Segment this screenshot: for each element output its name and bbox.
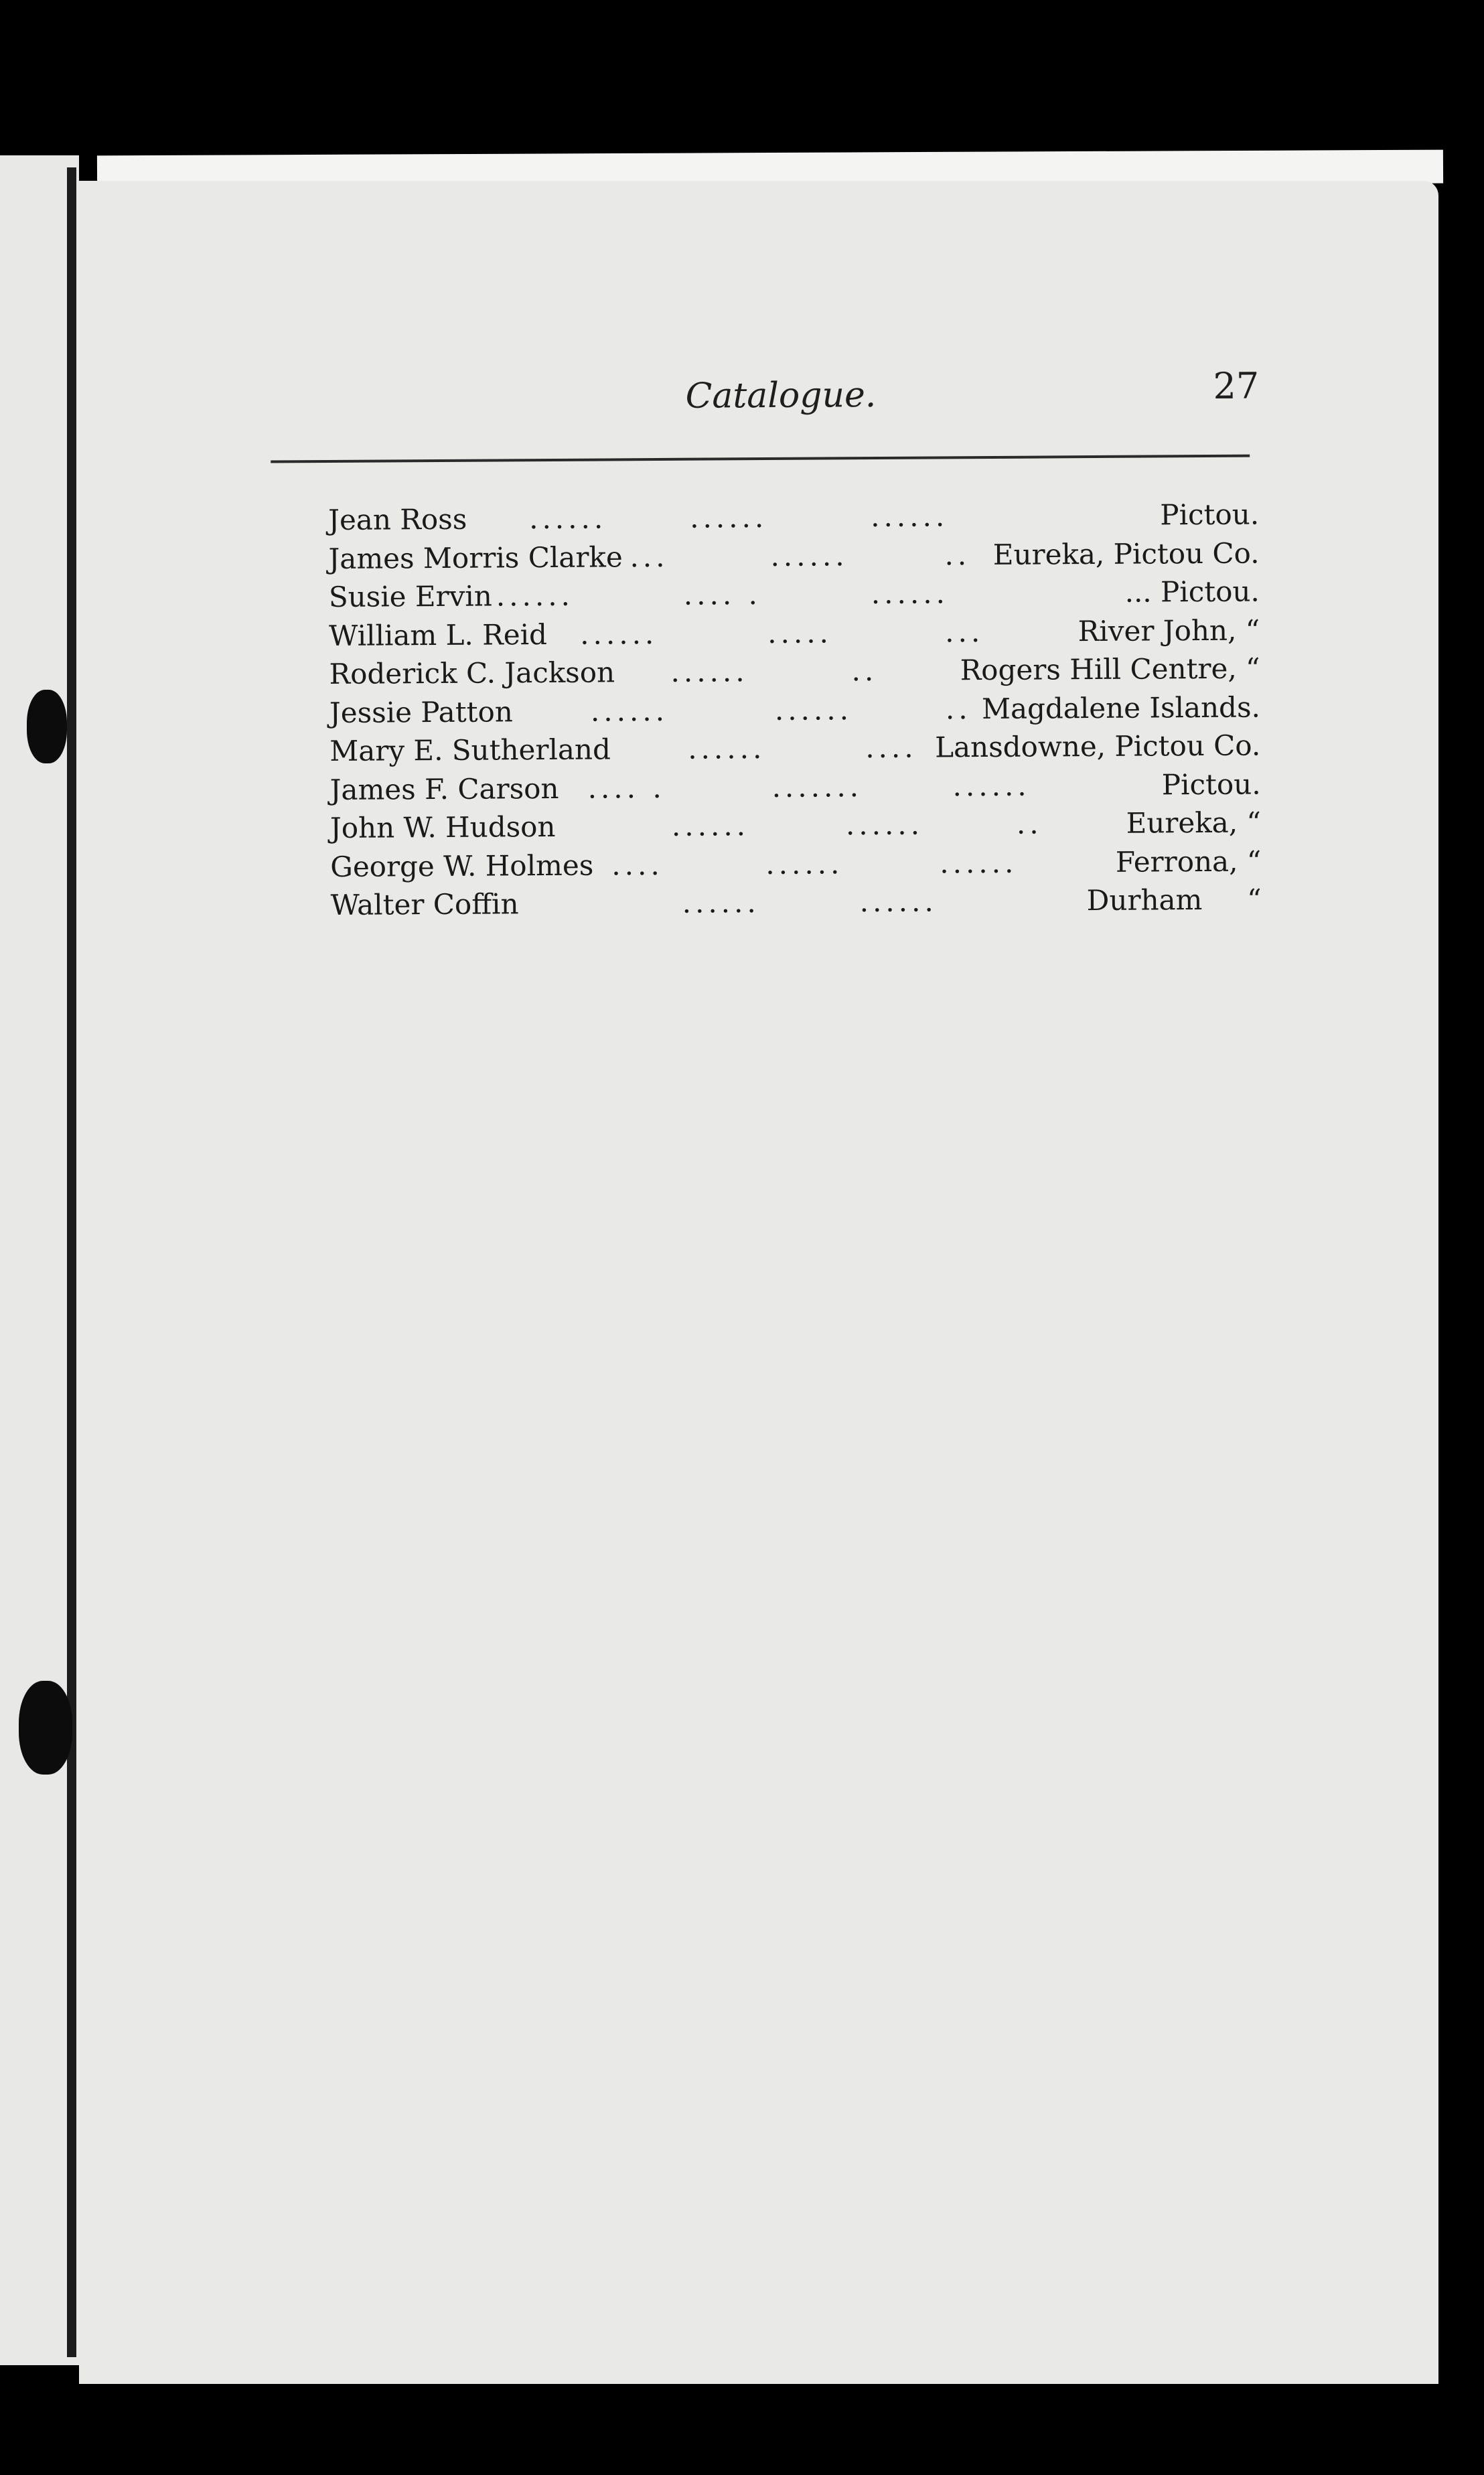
catalogue-entry: [329, 690, 1260, 735]
dot-leader: ......: [496, 579, 575, 613]
student-name: William L. Reid: [329, 617, 548, 652]
dot-leader: ......: [590, 694, 669, 728]
catalogue-entry: [329, 729, 1260, 773]
dot-leader: .... .: [683, 578, 762, 611]
header-rule: [271, 455, 1250, 463]
page-number: 27: [1213, 364, 1260, 407]
dot-leader: ......: [671, 809, 750, 842]
student-place: ... Pictou.: [1124, 575, 1260, 609]
student-name: Walter Coffin: [330, 887, 519, 921]
student-place: Rogers Hill Centre, “: [960, 652, 1260, 687]
student-name: Jessie Patton: [329, 694, 514, 729]
catalogue-entry: [329, 652, 1260, 696]
catalogue-entry: [330, 844, 1261, 889]
dot-leader: ......: [580, 617, 658, 651]
dot-leader: ......: [940, 846, 1018, 879]
dot-leader: .......: [771, 769, 863, 804]
student-name: James Morris Clarke: [328, 540, 623, 575]
catalogue-entry: [328, 498, 1259, 542]
dot-leader: ..: [851, 654, 878, 688]
student-place: Pictou.: [1161, 767, 1261, 801]
dot-leader: ....: [611, 848, 664, 881]
dot-leader: .....: [767, 615, 833, 650]
student-place: Pictou.: [1160, 498, 1260, 532]
dot-leader: ......: [689, 500, 768, 534]
dot-leader: ..: [944, 538, 971, 571]
dot-leader: ......: [688, 732, 766, 765]
student-place: River John, “: [1078, 613, 1260, 648]
dot-leader: ...: [629, 540, 669, 573]
student-name: Susie Ervin: [328, 579, 492, 613]
student-place: Eureka, Pictou Co.: [992, 536, 1260, 571]
dot-leader: ..: [1016, 807, 1043, 840]
student-name: Roderick C. Jackson: [329, 656, 615, 690]
dot-leader: ......: [670, 655, 749, 688]
dot-leader: ....: [865, 731, 917, 765]
catalogue-entry: [329, 575, 1260, 619]
dot-leader: ......: [774, 692, 853, 727]
dot-leader: ......: [859, 885, 938, 919]
dot-leader: ......: [765, 846, 844, 881]
student-place: Lansdowne, Pictou Co.: [935, 729, 1261, 764]
student-place: Durham “: [1086, 883, 1262, 917]
dot-leader: ......: [682, 886, 760, 919]
dot-leader: ......: [770, 538, 848, 573]
student-place: Eureka, “: [1126, 806, 1262, 840]
dot-leader: ......: [528, 502, 607, 536]
catalogue-entry: [330, 806, 1261, 850]
dot-leader: ......: [845, 808, 924, 842]
catalogue-entry: [329, 767, 1260, 812]
dot-leader: ..: [945, 692, 972, 725]
student-place: Magdalene Islands.: [981, 690, 1261, 725]
catalogue-entry: [328, 536, 1259, 581]
dot-leader: ......: [870, 500, 949, 534]
student-name: John W. Hudson: [329, 810, 556, 844]
student-name: Jean Ross: [328, 502, 467, 536]
student-name: George W. Holmes: [330, 848, 594, 883]
student-name: James F. Carson: [329, 771, 559, 806]
student-place: Ferrona, “: [1115, 844, 1262, 879]
running-title: Catalogue.: [685, 375, 877, 417]
dot-leader: ......: [871, 577, 950, 611]
catalogue-list: [328, 498, 1262, 927]
dot-leader: ...: [945, 615, 984, 648]
catalogue-entry: [329, 613, 1260, 658]
dot-leader: .... .: [587, 771, 666, 805]
student-name: Mary E. Sutherland: [329, 733, 611, 767]
dot-leader: ......: [952, 769, 1031, 802]
catalogue-entry: [331, 883, 1262, 927]
